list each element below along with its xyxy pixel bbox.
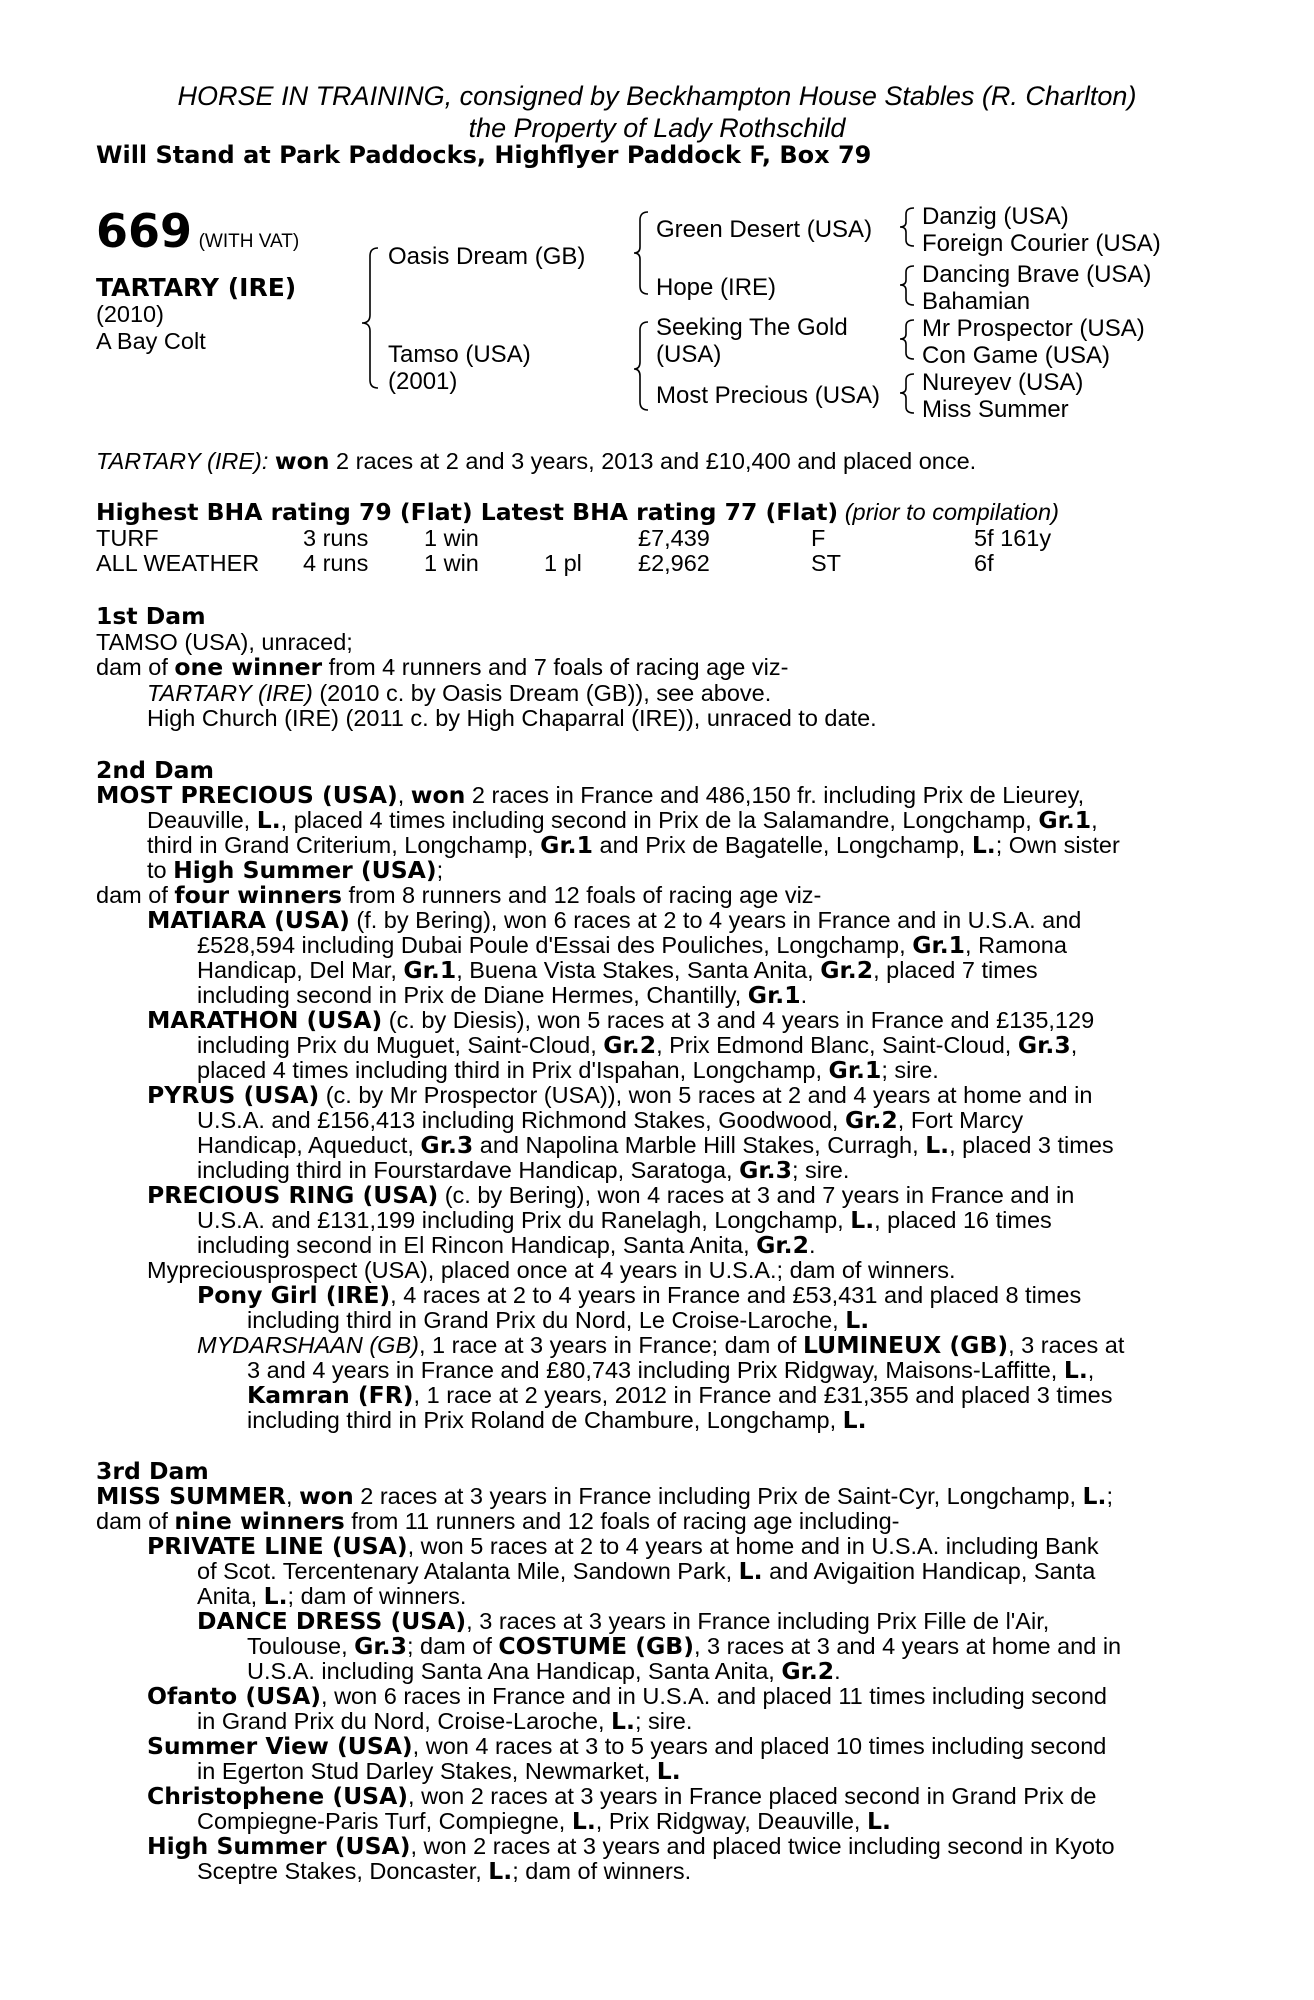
first-dam-heading: 1st Dam	[96, 602, 206, 630]
dance-dress-l3: U.S.A. including Santa Ana Handicap, Santa Anita, Gr.2.	[247, 1657, 841, 1685]
pyrus-l4: including third in Fourstardave Handicap, Saratoga, Gr.3; sire.	[197, 1156, 850, 1184]
first-dam-line: TAMSO (USA), unraced;	[96, 629, 353, 655]
second-dam-produce: dam of four winners from 8 runners and 12 foals of racing age viz-	[96, 881, 822, 909]
matiara-l3: Handicap, Del Mar, Gr.1, Buena Vista Stakes, Santa Anita, Gr.2, placed 7 times	[197, 956, 1038, 984]
bracket-gen3-b	[900, 266, 914, 305]
pedigree-dam-sire-cont: (USA)	[656, 341, 722, 368]
catalogue-page: HORSE IN TRAINING, consigned by Beckhampton House Stables (R. Charlton) the Property of Lady Rothschild Will Stand at Park Paddocks, Highflyer Paddock F, Box 79 669 (WITH VAT) TARTARY (IRE) (2010) A Bay Colt Oasis Dream (GB) Tamso (USA) (2001) Green Desert (USA) Hope (IRE) Seeking The Gold (USA) Most Precious (USA) Danzig (USA) Foreign Courier (USA) Dancing Brave (USA) Bahamian Mr Prospector (USA) Con Game (USA) Nureyev (USA) Miss Summer TARTARY (IRE): won 2 races at 2 and 3 years, 2013 and £10,400 and placed once. Highest BHA rating 79 (Flat) Latest BHA rating 77 (Flat) (prior to compilation) TURF 3 runs 1 win £7,439 F 5f 161y ALL WEATHER 4 runs 1 win 1 pl £2,962 ST 6f 1st Dam TAMSO (USA), unraced; dam of one winner from 4 runners and 7 foals of racing age viz- TARTARY (IRE) (2010 c. by Oasis Dream (GB)), see above. High Church (IRE) (2011 c. by High Chaparral (IRE)), unraced to date. 2nd Dam MOST PRECIOUS (USA), won 2 races in France and 486,150 fr. including Prix de Lieurey, Deauville, L., placed 4 times including second in Prix de la Salamandre, Longchamp, Gr.1, third in Grand Criterium, Longchamp, Gr.1 and Prix de Bagatelle, Longchamp, L.; Own sister to High Summer (USA); dam of four winners from 8 runners and 12 foals of racing age viz- MATIARA (USA) (f. by Bering), won 6 races at 2 to 4 years in France and in U.S.A. and £528,594 including Dubai Poule d'Essai des Pouliches, Longchamp, Gr.1, Ramona Handicap, Del Mar, Gr.1, Buena Vista Stakes, Santa Anita, Gr.2, placed 7 times including second in Prix de Diane Hermes, Chantilly, Gr.1. MARATHON (USA) (c. by Diesis), won 5 races at 3 and 4 years in France and £135,129 including Prix du Muguet, Saint-Cloud, Gr.2, Prix Edmond Blanc, Saint-Cloud, Gr.3, placed 4 times including third in Prix d'Ispahan, Longchamp, Gr.1; sire. PYRUS (USA) (c. by Mr Prospector (USA)), won 5 races at 2 and 4 years at home and in U.S.A. and £156,413 including Richmond Stakes, Goodwood, Gr.2, Fort Marcy Handicap, Aqueduct, Gr.3 and Napolina Marble Hill Stakes, Curragh, L., placed 3 times including third in Fourstardave Handicap, Saratoga, Gr.3; sire. PRECIOUS RING (USA) (c. by Bering), won 4 races at 3 and 7 years in France and in U.S.A. and £131,199 including Prix du Ranelagh, Longchamp, L., placed 16 times including second in El Rincon Handicap, Santa Anita, Gr.2. Mypreciousprospect (USA), placed once at 4 years in U.S.A.; dam of winners. Pony Girl (IRE), 4 races at 2 to 4 years in France and £53,431 and placed 8 times including third in Grand Prix du Nord, Le Croise-Laroche, L. MYDARSHAAN (GB), 1 race at 3 years in France; dam of LUMINEUX (GB), 3 races at 3 and 4 years in France and £80,743 including Prix Ridgway, Maisons-Laffitte, L., Kamran (FR), 1 race at 2 years, 2012 in France and £31,355 and placed 3 times including third in Prix Roland de Chambure, Longchamp, L. 3rd Dam MISS SUMMER, won 2 races at 3 years in France including Prix de Saint-Cyr, Longchamp, L.; dam of nine winners from 11 runners and 12 foals of racing age including- PRIVATE LINE (USA), won 5 races at 2 to 4 years at home and in U.S.A. including Bank of Scot. Tercentenary Atalanta Mile, Sandown Park, L. and Avigaition Handicap, Santa Anita, L.; dam of winners. DANCE DRESS (USA), 3 races at 3 years in France including Prix Fille de l'Air, Toulouse, Gr.3; dam of COSTUME (GB), 3 races at 3 and 4 years at home and in U.S.A. including Santa Ana Handicap, Santa Anita, Gr.2. Ofanto (USA), won 6 races in France and in U.S.A. and placed 11 times including second in Grand Prix du Nord, Croise-Laroche, L.; sire. Summer View (USA), won 4 races at 3 to 5 years and placed 10 times including second in Egerton Stud Darley Stakes, Newmarket, L. Christophene (USA), won 2 races at 3 years in France placed second in Grand Prix de Compiegne-Paris Turf, Compiegne, L., Prix Ridgway, Deauville, L. High Summer (USA), won 2 races at 3 years and placed twice including second in Kyoto Sceptre Stakes, Doncaster, L.; dam of winners.	[0, 0, 1314, 2000]
pedigree-gen3-2: Foreign Courier (USA)	[922, 230, 1161, 257]
first-dam-foal-2: High Church (IRE) (2011 c. by High Chaparral (IRE)), unraced to date.	[147, 705, 877, 731]
third-dam-produce: dam of nine winners from 11 runners and 12 foals of racing age including-	[96, 1507, 900, 1535]
mydarshaan-l1: MYDARSHAAN (GB), 1 race at 3 years in France; dam of LUMINEUX (GB), 3 races at	[197, 1331, 1125, 1359]
pedigree-gen3-3: Dancing Brave (USA)	[922, 261, 1152, 288]
marathon-l1: MARATHON (USA) (c. by Diesis), won 5 races at 3 and 4 years in France and £135,129	[147, 1006, 1095, 1034]
private-line-l2: of Scot. Tercentenary Atalanta Mile, Sandown Park, L. and Avigaition Handicap, Santa	[197, 1557, 1096, 1585]
marathon-l2: including Prix du Muguet, Saint-Cloud, Gr.2, Prix Edmond Blanc, Saint-Cloud, Gr.3,	[197, 1031, 1078, 1059]
pyrus-l1: PYRUS (USA) (c. by Mr Prospector (USA)), won 5 races at 2 and 4 years at home and in	[147, 1081, 1093, 1109]
pedigree-gen3-4: Bahamian	[922, 288, 1031, 315]
pony-girl-l2: including third in Grand Prix du Nord, Le Croise-Laroche, L.	[247, 1306, 870, 1334]
property-line: the Property of Lady Rothschild	[468, 113, 846, 143]
precious-ring-l1: PRECIOUS RING (USA) (c. by Bering), won 4 races at 3 and 7 years in France and in	[147, 1181, 1075, 1209]
matiara-l1: MATIARA (USA) (f. by Bering), won 6 races at 2 to 4 years in France and in U.S.A. and	[147, 906, 1082, 934]
bracket-gen3-c	[900, 320, 914, 359]
pyrus-l3: Handicap, Aqueduct, Gr.3 and Napolina Marble Hill Stakes, Curragh, L., placed 3 times	[197, 1131, 1114, 1159]
christophene-l1: Christophene (USA), won 2 races at 3 years in France placed second in Grand Prix de	[147, 1782, 1097, 1810]
stand-location: Will Stand at Park Paddocks, Highflyer Paddock F, Box 79	[96, 141, 872, 169]
precious-ring-l2: U.S.A. and £131,199 including Prix du Ranelagh, Longchamp, L., placed 16 times	[197, 1206, 1052, 1234]
bracket-gen2-sire	[634, 212, 648, 294]
dance-dress-l2: Toulouse, Gr.3; dam of COSTUME (GB), 3 races at 3 and 4 years at home and in	[247, 1632, 1122, 1660]
private-line-l3: Anita, L.; dam of winners.	[197, 1582, 467, 1610]
kamran-l2: including third in Prix Roland de Chambure, Longchamp, L.	[247, 1406, 867, 1434]
second-dam-l2: Deauville, L., placed 4 times including second in Prix de la Salamandre, Longchamp, Gr.1,	[147, 806, 1098, 834]
pyrus-l2: U.S.A. and £156,413 including Richmond Stakes, Goodwood, Gr.2, Fort Marcy	[197, 1106, 1024, 1134]
pedigree-sire-sire: Green Desert (USA)	[656, 216, 873, 243]
consignor-line: HORSE IN TRAINING, consigned by Beckhampton House Stables (R. Charlton)	[177, 81, 1137, 111]
pedigree-gen3-1: Danzig (USA)	[922, 203, 1069, 230]
vat-note: (WITH VAT)	[198, 231, 300, 252]
pedigree-gen3-6: Con Game (USA)	[922, 342, 1111, 369]
pony-girl-l1: Pony Girl (IRE), 4 races at 2 to 4 years in France and £53,431 and placed 8 times	[197, 1281, 1082, 1309]
pedigree-gen3-7: Nureyev (USA)	[922, 369, 1084, 396]
summer-view-l1: Summer View (USA), won 4 races at 3 to 5 years and placed 10 times including second	[147, 1732, 1107, 1760]
summer-view-l2: in Egerton Stud Darley Stakes, Newmarket, L.	[197, 1757, 681, 1785]
horse-description: A Bay Colt	[96, 328, 206, 354]
mypreciousprospect: Mypreciousprospect (USA), placed once at 4 years in U.S.A.; dam of winners.	[147, 1257, 956, 1283]
marathon-l3: placed 4 times including third in Prix d'Ispahan, Longchamp, Gr.1; sire.	[197, 1056, 939, 1084]
ofanto-l1: Ofanto (USA), won 6 races in France and in U.S.A. and placed 11 times including second	[147, 1682, 1107, 1710]
kamran-l1: Kamran (FR), 1 race at 2 years, 2012 in France and £31,355 and placed 3 times	[247, 1381, 1113, 1409]
dance-dress-l1: DANCE DRESS (USA), 3 races at 3 years in France including Prix Fille de l'Air,	[197, 1607, 1050, 1635]
pedigree-gen3-5: Mr Prospector (USA)	[922, 315, 1145, 342]
second-dam-heading: 2nd Dam	[96, 756, 214, 784]
third-dam-l1: MISS SUMMER, won 2 races at 3 years in France including Prix de Saint-Cyr, Longchamp, L.;	[96, 1482, 1113, 1510]
matiara-l4: including second in Prix de Diane Hermes, Chantilly, Gr.1.	[197, 981, 808, 1009]
bracket-gen1	[362, 248, 378, 388]
bracket-gen2-dam	[634, 322, 648, 410]
race-summary: TARTARY (IRE): won 2 races at 2 and 3 years, 2013 and £10,400 and placed once.	[96, 447, 977, 475]
pedigree-sire-dam: Hope (IRE)	[656, 274, 777, 301]
private-line-l1: PRIVATE LINE (USA), won 5 races at 2 to 4 years at home and in U.S.A. including Bank	[147, 1532, 1099, 1560]
first-dam-produce: dam of one winner from 4 runners and 7 foals of racing age viz-	[96, 653, 789, 681]
pedigree-dam-dam: Most Precious (USA)	[656, 382, 881, 409]
third-dam-heading: 3rd Dam	[96, 1457, 209, 1485]
second-dam-l4: to High Summer (USA);	[147, 856, 444, 884]
matiara-l2: £528,594 including Dubai Poule d'Essai des Pouliches, Longchamp, Gr.1, Ramona	[197, 931, 1067, 959]
horse-name: TARTARY (IRE)	[96, 273, 297, 302]
second-dam-l3: third in Grand Criterium, Longchamp, Gr.1 and Prix de Bagatelle, Longchamp, L.; Own sister	[147, 831, 1120, 859]
ofanto-l2: in Grand Prix du Nord, Croise-Laroche, L.; sire.	[197, 1707, 693, 1735]
pedigree-sire: Oasis Dream (GB)	[388, 243, 586, 270]
pedigree-gen3-8: Miss Summer	[922, 396, 1069, 423]
high-summer-l1: High Summer (USA), won 2 races at 3 years and placed twice including second in Kyoto	[147, 1832, 1115, 1860]
bracket-gen3-d	[900, 374, 914, 413]
bracket-gen3-a	[900, 208, 914, 246]
first-dam-foal-1: TARTARY (IRE) (2010 c. by Oasis Dream (GB)), see above.	[147, 680, 772, 706]
foaling-year: (2010)	[96, 301, 164, 327]
pedigree-dam-sire: Seeking The Gold	[656, 314, 848, 341]
mydarshaan-l2: 3 and 4 years in France and £80,743 including Prix Ridgway, Maisons-Laffitte, L.,	[247, 1356, 1095, 1384]
second-dam-l1: MOST PRECIOUS (USA), won 2 races in France and 486,150 fr. including Prix de Lieurey,	[96, 781, 1085, 809]
high-summer-l2: Sceptre Stakes, Doncaster, L.; dam of winners.	[197, 1857, 692, 1885]
pedigree-dam-year: (2001)	[388, 368, 458, 395]
christophene-l2: Compiegne-Paris Turf, Compiegne, L., Prix Ridgway, Deauville, L.	[197, 1807, 891, 1835]
precious-ring-l3: including second in El Rincon Handicap, Santa Anita, Gr.2.	[197, 1231, 816, 1259]
lot-number: 669	[96, 204, 193, 258]
pedigree-dam: Tamso (USA)	[388, 341, 531, 368]
bha-ratings: Highest BHA rating 79 (Flat) Latest BHA rating 77 (Flat) (prior to compilation)	[96, 498, 1059, 526]
